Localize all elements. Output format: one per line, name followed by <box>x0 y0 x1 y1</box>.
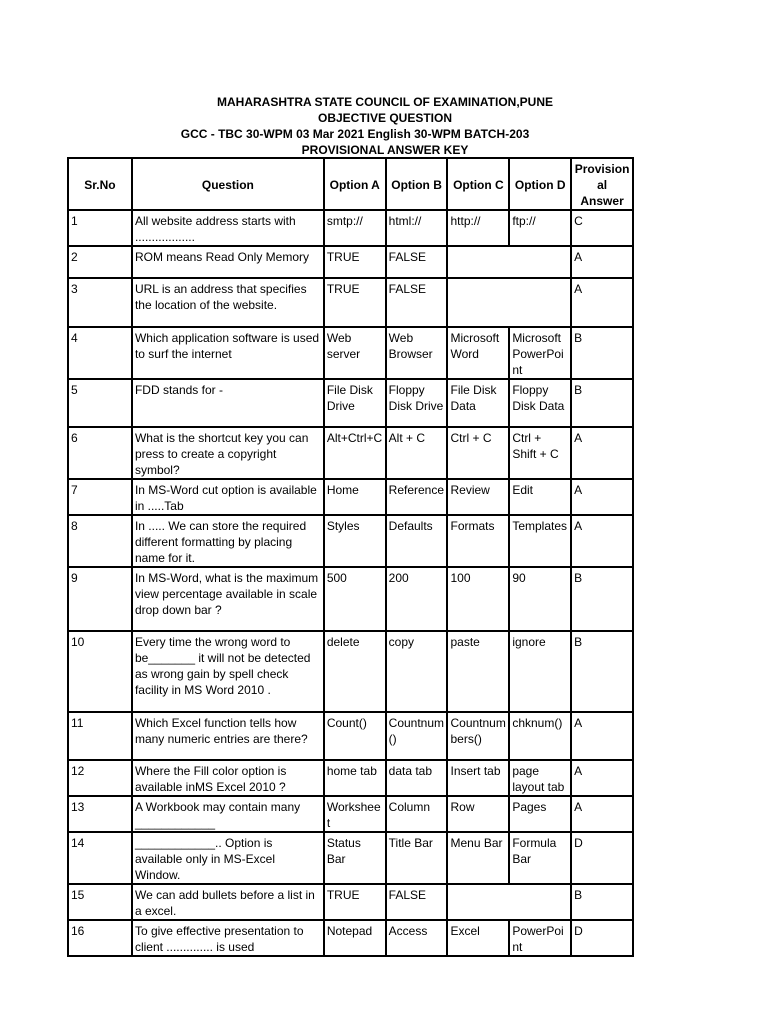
cell-option-a: TRUE <box>324 884 386 920</box>
cell-option-c <box>447 278 509 327</box>
cell-option-d: Formula Bar <box>509 832 571 884</box>
cell-option-d <box>509 884 571 920</box>
header-question: Question <box>132 158 324 210</box>
cell-answer: A <box>571 712 633 760</box>
header-option-d: Option D <box>509 158 571 210</box>
cell-sr-no: 12 <box>68 760 132 796</box>
cell-question: In ..... We can store the required different formatting by placing name for it. <box>132 515 324 567</box>
cell-option-d: Microsoft PowerPoint <box>509 327 571 379</box>
cell-option-d: Ctrl + Shift + C <box>509 427 571 479</box>
cell-option-c <box>447 884 509 920</box>
cell-option-b: FALSE <box>386 884 448 920</box>
cell-answer: A <box>571 760 633 796</box>
table-row <box>68 246 633 278</box>
cell-option-d <box>509 246 571 278</box>
cell-option-b: Title Bar <box>386 832 448 884</box>
cell-option-a: home tab <box>324 760 386 796</box>
cell-option-b: Web Browser <box>386 327 448 379</box>
cell-answer: A <box>571 278 633 327</box>
cell-option-c: Row <box>447 796 509 832</box>
cell-answer: D <box>571 832 633 884</box>
answer-key-title: PROVISIONAL ANSWER KEY <box>301 143 469 157</box>
table-row <box>68 515 633 567</box>
cell-sr-no: 2 <box>68 246 132 278</box>
header-option-a: Option A <box>324 158 386 210</box>
cell-option-a: Status Bar <box>324 832 386 884</box>
table-row <box>68 278 633 327</box>
cell-question: To give effective presentation to client .............. is used <box>132 920 324 956</box>
cell-option-c: Ctrl + C <box>447 427 509 479</box>
cell-option-c: File Disk Data <box>447 379 509 427</box>
cell-option-a: Web server <box>324 327 386 379</box>
cell-answer: A <box>571 796 633 832</box>
cell-sr-no: 15 <box>68 884 132 920</box>
cell-option-b: 200 <box>386 567 448 631</box>
cell-question: FDD stands for - <box>132 379 324 427</box>
table-row <box>68 832 633 884</box>
cell-sr-no: 5 <box>68 379 132 427</box>
cell-question: ROM means Read Only Memory <box>132 246 324 278</box>
cell-option-b: FALSE <box>386 246 448 278</box>
table-row <box>68 327 633 379</box>
cell-option-d: chknum() <box>509 712 571 760</box>
cell-option-b: Reference <box>386 479 448 515</box>
cell-option-c: Excel <box>447 920 509 956</box>
cell-answer: B <box>571 567 633 631</box>
table-row <box>68 712 633 760</box>
cell-option-c: http:// <box>447 210 509 246</box>
table-row <box>68 631 633 712</box>
answer-key-table <box>67 157 634 957</box>
table-row <box>68 479 633 515</box>
table-row <box>68 427 633 479</box>
cell-option-b: Alt + C <box>386 427 448 479</box>
table-row <box>68 567 633 631</box>
table-row <box>68 920 633 956</box>
cell-question: ____________.. Option is available only in MS-Excel Window. <box>132 832 324 884</box>
cell-option-b: Column <box>386 796 448 832</box>
cell-option-d: page layout tab <box>509 760 571 796</box>
cell-question: In MS-Word cut option is available in .....Tab <box>132 479 324 515</box>
cell-option-b: Countnum() <box>386 712 448 760</box>
cell-sr-no: 16 <box>68 920 132 956</box>
cell-sr-no: 14 <box>68 832 132 884</box>
cell-option-a: TRUE <box>324 246 386 278</box>
cell-option-c <box>447 246 509 278</box>
cell-sr-no: 11 <box>68 712 132 760</box>
cell-answer: A <box>571 427 633 479</box>
header-sr-no: Sr.No <box>68 158 132 210</box>
table-row <box>68 379 633 427</box>
cell-option-a: File Disk Drive <box>324 379 386 427</box>
cell-option-d: 90 <box>509 567 571 631</box>
cell-option-b: Defaults <box>386 515 448 567</box>
cell-question: We can add bullets before a list in a excel. <box>132 884 324 920</box>
table-header-row <box>68 158 633 210</box>
cell-question: In MS-Word, what is the maximum view percentage available in scale drop down bar ? <box>132 567 324 631</box>
cell-sr-no: 10 <box>68 631 132 712</box>
cell-question: Every time the wrong word to be_______ it will not be detected as wrong gain by spell check facility in MS Word 2010 . <box>132 631 324 712</box>
cell-option-a: Notepad <box>324 920 386 956</box>
cell-option-b: Floppy Disk Drive <box>386 379 448 427</box>
cell-option-d <box>509 278 571 327</box>
table-row <box>68 760 633 796</box>
header-provisional-answer: Provisional Answer <box>571 158 633 210</box>
cell-option-a: Worksheet <box>324 796 386 832</box>
cell-question: What is the shortcut key you can press to create a copyright symbol? <box>132 427 324 479</box>
cell-option-d: Templates <box>509 515 571 567</box>
cell-answer: B <box>571 631 633 712</box>
cell-option-c: Countnumbers() <box>447 712 509 760</box>
cell-option-d: Edit <box>509 479 571 515</box>
table-row <box>68 210 633 246</box>
document-subtitle: OBJECTIVE QUESTION <box>317 111 453 125</box>
cell-option-d: Pages <box>509 796 571 832</box>
cell-answer: A <box>571 479 633 515</box>
header-option-b: Option B <box>386 158 448 210</box>
cell-option-c: Formats <box>447 515 509 567</box>
cell-option-b: FALSE <box>386 278 448 327</box>
cell-option-d: Floppy Disk Data <box>509 379 571 427</box>
cell-question: All website address starts with .................. <box>132 210 324 246</box>
cell-question: Which Excel function tells how many numeric entries are there? <box>132 712 324 760</box>
cell-sr-no: 7 <box>68 479 132 515</box>
cell-sr-no: 8 <box>68 515 132 567</box>
cell-question: A Workbook may contain many ____________ <box>132 796 324 832</box>
cell-option-a: Home <box>324 479 386 515</box>
cell-option-c: 100 <box>447 567 509 631</box>
cell-option-b: data tab <box>386 760 448 796</box>
cell-answer: A <box>571 515 633 567</box>
cell-sr-no: 13 <box>68 796 132 832</box>
cell-sr-no: 4 <box>68 327 132 379</box>
exam-details: GCC - TBC 30-WPM 03 Mar 2021 English 30-WPM BATCH-203 <box>180 127 530 141</box>
cell-option-c: Menu Bar <box>447 832 509 884</box>
cell-option-b: copy <box>386 631 448 712</box>
cell-option-c: Insert tab <box>447 760 509 796</box>
table-row <box>68 796 633 832</box>
cell-answer: A <box>571 246 633 278</box>
cell-option-c: paste <box>447 631 509 712</box>
cell-question: Where the Fill color option is available inMS Excel 2010 ? <box>132 760 324 796</box>
cell-option-a: Count() <box>324 712 386 760</box>
cell-option-a: smtp:// <box>324 210 386 246</box>
cell-answer: B <box>571 327 633 379</box>
cell-sr-no: 6 <box>68 427 132 479</box>
table-row <box>68 884 633 920</box>
cell-option-d: ignore <box>509 631 571 712</box>
cell-answer: D <box>571 920 633 956</box>
cell-option-a: 500 <box>324 567 386 631</box>
cell-option-c: Microsoft Word <box>447 327 509 379</box>
cell-answer: C <box>571 210 633 246</box>
cell-sr-no: 3 <box>68 278 132 327</box>
cell-option-a: Styles <box>324 515 386 567</box>
cell-option-d: PowerPoint <box>509 920 571 956</box>
cell-option-c: Review <box>447 479 509 515</box>
council-title: MAHARASHTRA STATE COUNCIL OF EXAMINATION,PUNE <box>217 95 553 109</box>
cell-sr-no: 1 <box>68 210 132 246</box>
cell-option-a: TRUE <box>324 278 386 327</box>
cell-option-b: html:// <box>386 210 448 246</box>
cell-sr-no: 9 <box>68 567 132 631</box>
header-option-c: Option C <box>447 158 509 210</box>
cell-answer: B <box>571 379 633 427</box>
cell-option-a: Alt+Ctrl+C <box>324 427 386 479</box>
cell-option-b: Access <box>386 920 448 956</box>
cell-answer: B <box>571 884 633 920</box>
cell-option-d: ftp:// <box>509 210 571 246</box>
cell-question: URL is an address that specifies the location of the website. <box>132 278 324 327</box>
cell-question: Which application software is used to surf the internet <box>132 327 324 379</box>
cell-option-a: delete <box>324 631 386 712</box>
